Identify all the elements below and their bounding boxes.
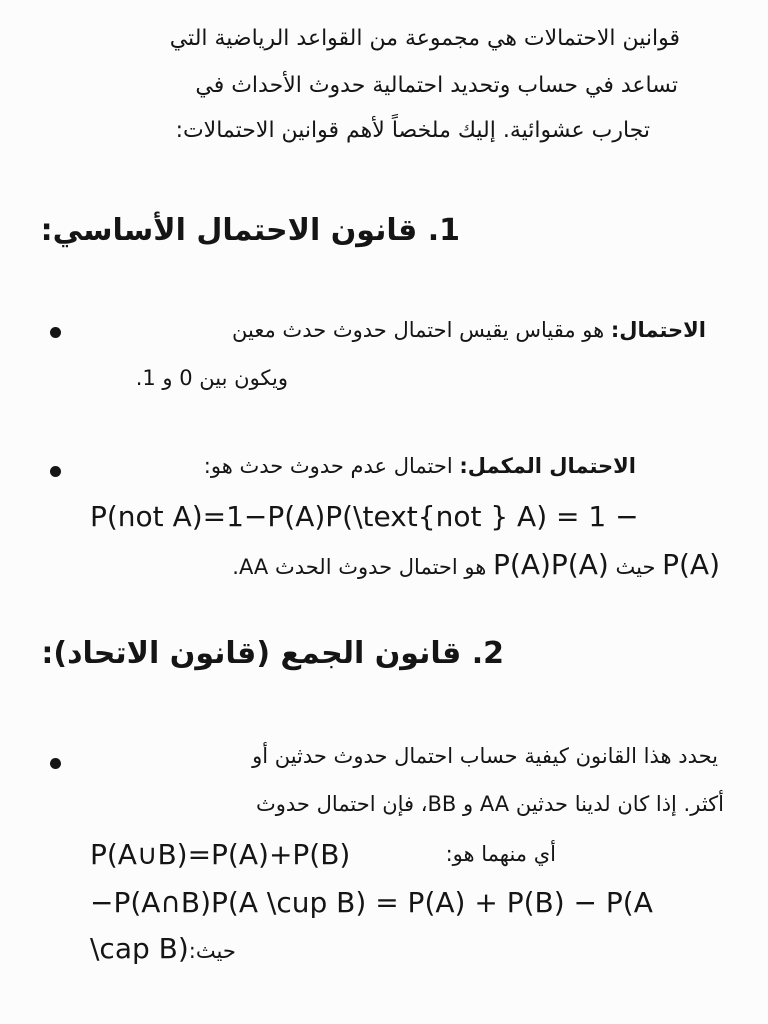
term-complement: الاحتمال المكمل:: [459, 454, 636, 478]
intro-line-3: تجارب عشوائية. إليك ملخصاً لأهم قوانين الاحتمالات:: [175, 118, 650, 143]
bullet-dot: [50, 758, 61, 769]
bullet-complement-line-1: [204, 454, 636, 478]
complement-event-description: هو احتمال حدوث الحدث AA.: [232, 555, 494, 579]
bullet-dot: [50, 327, 61, 338]
addition-rule-line-2: أكثر. إذا كان لدينا حدثين AA و BB، فإن احتمال حدوث: [255, 792, 724, 816]
bullet-probability-line-1: [232, 318, 706, 342]
addition-formula-line-2: −P(A∩B)P(A \cup B) = P(A) + P(B) − P(A: [90, 886, 653, 919]
complement-definition: احتمال عدم حدوث حدث هو:: [203, 454, 460, 478]
probability-definition: هو مقياس يقيس احتمال حدوث حدث معين: [232, 318, 611, 342]
section-1-heading: 1. قانون الاحتمال الأساسي:: [40, 213, 460, 248]
addition-formula-line-3: [90, 932, 236, 965]
bullet-dot: [50, 466, 61, 477]
section-2-heading: 2. قانون الجمع (قانون الاتحاد):: [41, 636, 504, 671]
complement-formula-p-a-double: P(A)P(A): [493, 548, 609, 581]
intro-line-2: تساعد في حساب وتحديد احتمالية حدوث الأحداث في: [195, 73, 678, 98]
addition-rule-line-3: أي منهما هو:: [445, 842, 556, 866]
complement-formula-p-a: P(A): [662, 548, 720, 581]
addition-formula-line-1: P(A∪B)=P(A)+P(B): [90, 838, 351, 871]
term-probability: الاحتمال:: [610, 318, 706, 342]
complement-formula-line-1: P(not A)=1−P(A)P(\text{not } A) = 1 −: [90, 500, 639, 533]
addition-formula-cap-b: \cap B): [90, 932, 189, 965]
bullet-probability-line-2: ويكون بين 0 و 1.: [135, 366, 288, 390]
complement-where: حيث: [608, 555, 663, 579]
addition-where: حيث:: [188, 939, 236, 963]
complement-formula-line-2: [232, 548, 720, 581]
intro-line-1: قوانين الاحتمالات هي مجموعة من القواعد الرياضية التي: [169, 26, 680, 51]
addition-rule-line-1: يحدد هذا القانون كيفية حساب احتمال حدوث حدثين أو: [252, 744, 718, 768]
